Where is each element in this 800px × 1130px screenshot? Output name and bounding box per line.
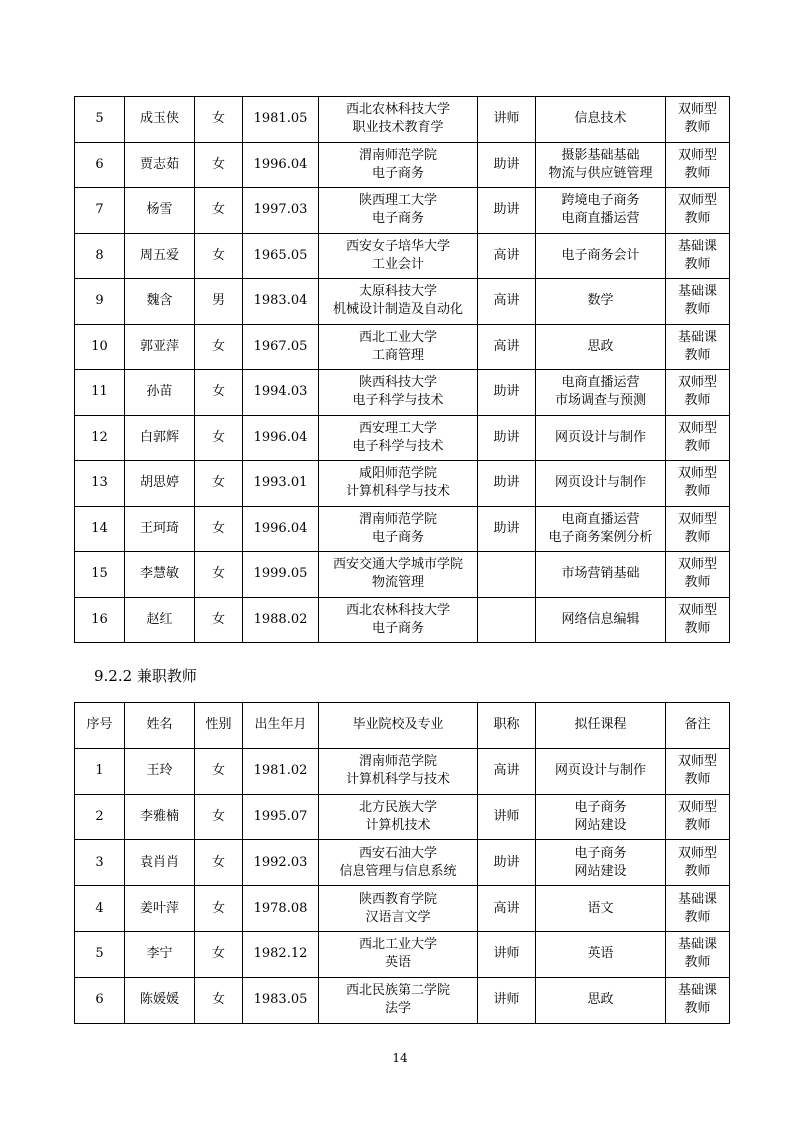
header-no: 序号 [75,703,125,749]
cell-school-line: 电子商务 [371,529,424,545]
cell-title: 助讲 [478,840,536,886]
cell-note-line: 基础课 [677,983,717,999]
cell-note [666,840,730,886]
cell-name: 成玉侠 [125,97,195,143]
cell-note-line: 教师 [684,302,711,318]
cell-school [319,188,478,234]
cell-name: 胡思婷 [125,461,195,507]
cell-note [666,461,730,507]
cell-born: 1999.05 [243,552,319,598]
cell-name: 王玲 [125,748,195,794]
cell-courses-line: 思政 [587,338,614,354]
cell-courses-line: 数学 [587,293,614,309]
cell-title: 助讲 [478,370,536,416]
cell-title: 讲师 [478,794,536,840]
cell-note-line: 教师 [684,347,711,363]
cell-school [319,279,478,325]
header-title: 职称 [478,703,536,749]
cell-note [666,233,730,279]
cell-name: 李宁 [125,931,195,977]
table-row [75,97,730,143]
cell-school-line: 计算机科学与技术 [345,484,450,500]
cell-note [666,552,730,598]
cell-name: 陈媛媛 [125,977,195,1023]
fulltime-teachers-table [74,96,730,643]
cell-courses-line: 跨境电子商务 [561,193,640,209]
cell-courses [536,794,666,840]
cell-school-line: 西北农林科技大学 [345,102,450,118]
cell-name: 白郭辉 [125,415,195,461]
cell-title: 高讲 [478,748,536,794]
cell-note-line: 教师 [684,484,711,500]
cell-no: 12 [75,415,125,461]
table-row [75,188,730,234]
header-name: 姓名 [125,703,195,749]
cell-school-line: 渭南师范学院 [358,147,437,163]
cell-gender: 女 [195,840,243,886]
cell-courses [536,748,666,794]
cell-note [666,886,730,932]
cell-note [666,370,730,416]
cell-note [666,324,730,370]
cell-school-line: 渭南师范学院 [358,511,437,527]
cell-school-line: 工业会计 [371,256,424,272]
header-note: 备注 [666,703,730,749]
cell-note-line: 基础课 [677,329,717,345]
cell-courses-line: 市场调查与预测 [554,393,646,409]
cell-title: 讲师 [478,977,536,1023]
cell-title: 高讲 [478,279,536,325]
cell-courses-line: 电子商务会计 [561,247,640,263]
cell-courses [536,279,666,325]
cell-school [319,97,478,143]
cell-gender: 女 [195,977,243,1023]
cell-gender: 女 [195,233,243,279]
table-row [75,931,730,977]
cell-note-line: 教师 [684,529,711,545]
cell-no: 3 [75,840,125,886]
header-school: 毕业院校及专业 [319,703,478,749]
table-row [75,748,730,794]
table-row [75,415,730,461]
cell-note-line: 教师 [684,863,711,879]
cell-born: 1997.03 [243,188,319,234]
cell-note [666,188,730,234]
cell-courses-line: 物流与供应链管理 [548,165,653,181]
cell-courses [536,461,666,507]
cell-school [319,840,478,886]
cell-title: 助讲 [478,188,536,234]
cell-courses [536,597,666,643]
cell-title: 助讲 [478,506,536,552]
cell-gender: 女 [195,370,243,416]
cell-courses [536,324,666,370]
cell-note-line: 双师型 [677,799,717,815]
cell-note [666,279,730,325]
header-gender: 性别 [195,703,243,749]
cell-name: 孙苗 [125,370,195,416]
cell-courses-line: 网页设计与制作 [554,429,646,445]
cell-school [319,506,478,552]
cell-courses-line: 电商直播运营 [561,511,640,527]
cell-note-line: 教师 [684,620,711,636]
cell-no: 16 [75,597,125,643]
cell-school [319,461,478,507]
cell-courses [536,931,666,977]
cell-no: 11 [75,370,125,416]
cell-note-line: 教师 [684,955,711,971]
table-row [75,279,730,325]
cell-note-line: 双师型 [677,375,717,391]
cell-school-line: 电子科学与技术 [352,393,444,409]
cell-school [319,142,478,188]
cell-gender: 女 [195,506,243,552]
cell-note-line: 双师型 [677,511,717,527]
cell-courses-line: 网站建设 [574,863,627,879]
cell-no: 6 [75,142,125,188]
cell-born: 1978.08 [243,886,319,932]
cell-gender: 女 [195,552,243,598]
parttime-teachers-table [74,702,730,1024]
cell-note-line: 教师 [684,438,711,454]
cell-gender: 女 [195,415,243,461]
cell-note-line: 双师型 [677,466,717,482]
cell-school [319,748,478,794]
cell-school-line: 西安女子培华大学 [345,238,450,254]
cell-gender: 女 [195,142,243,188]
cell-name: 贾志茹 [125,142,195,188]
cell-school-line: 电子商务 [371,211,424,227]
cell-born: 1995.07 [243,794,319,840]
cell-courses [536,233,666,279]
cell-name: 姜叶萍 [125,886,195,932]
cell-courses [536,97,666,143]
cell-name: 魏含 [125,279,195,325]
cell-born: 1981.02 [243,748,319,794]
cell-courses-line: 网页设计与制作 [554,475,646,491]
cell-title: 助讲 [478,415,536,461]
cell-school-line: 信息管理与信息系统 [339,863,457,879]
cell-note-line: 双师型 [677,602,717,618]
cell-born: 1965.05 [243,233,319,279]
cell-note-line: 教师 [684,165,711,181]
header-courses: 拟任课程 [536,703,666,749]
cell-note-line: 双师型 [677,193,717,209]
cell-courses-line: 电商直播运营 [561,211,640,227]
cell-gender: 女 [195,97,243,143]
cell-gender: 男 [195,279,243,325]
cell-courses-line: 网站建设 [574,817,627,833]
cell-courses-line: 思政 [587,992,614,1008]
table-row [75,794,730,840]
cell-note [666,506,730,552]
cell-no: 15 [75,552,125,598]
cell-note-line: 基础课 [677,238,717,254]
cell-school [319,324,478,370]
cell-courses-line: 摄影基础基础 [561,147,640,163]
table-header-row [75,703,730,749]
cell-born: 1983.04 [243,279,319,325]
cell-no: 5 [75,97,125,143]
cell-school-line: 职业技术教育学 [352,120,444,136]
table-row [75,886,730,932]
cell-school [319,977,478,1023]
table-row [75,324,730,370]
page-number: 14 [392,1051,408,1065]
cell-note [666,597,730,643]
cell-no: 6 [75,977,125,1023]
cell-courses-line: 电子商务 [574,845,627,861]
table-row [75,977,730,1023]
cell-courses-line: 信息技术 [574,111,627,127]
cell-courses [536,552,666,598]
cell-school-line: 西北工业大学 [358,329,437,345]
cell-school-line: 机械设计制造及自动化 [332,302,463,318]
cell-no: 4 [75,886,125,932]
cell-school-line: 工商管理 [371,347,424,363]
cell-note-line: 双师型 [677,754,717,770]
cell-school [319,233,478,279]
section-heading: 9.2.2 兼职教师 [94,667,197,685]
cell-title: 高讲 [478,324,536,370]
cell-note-line: 教师 [684,211,711,227]
cell-note [666,97,730,143]
cell-born: 1983.05 [243,977,319,1023]
cell-note-line: 基础课 [677,284,717,300]
cell-school [319,370,478,416]
cell-courses-line: 电子商务 [574,799,627,815]
cell-note-line: 教师 [684,1001,711,1017]
cell-courses [536,415,666,461]
cell-courses [536,886,666,932]
table-row [75,597,730,643]
cell-note-line: 教师 [684,575,711,591]
cell-born: 1981.05 [243,97,319,143]
cell-title: 高讲 [478,886,536,932]
cell-gender: 女 [195,188,243,234]
cell-name: 李雅楠 [125,794,195,840]
cell-school-line: 太原科技大学 [358,284,437,300]
cell-note [666,794,730,840]
cell-no: 10 [75,324,125,370]
cell-school [319,886,478,932]
cell-courses-line: 网页设计与制作 [554,763,646,779]
cell-courses [536,188,666,234]
cell-gender: 女 [195,324,243,370]
cell-courses-line: 市场营销基础 [561,566,640,582]
cell-note [666,415,730,461]
header-born: 出生年月 [243,703,319,749]
cell-note [666,748,730,794]
cell-title: 助讲 [478,461,536,507]
cell-title [478,597,536,643]
cell-note-line: 双师型 [677,557,717,573]
cell-school-line: 陕西理工大学 [358,193,437,209]
cell-school-line: 计算机技术 [365,817,431,833]
cell-note-line: 教师 [684,393,711,409]
cell-note-line: 教师 [684,120,711,136]
cell-name: 郭亚萍 [125,324,195,370]
cell-no: 8 [75,233,125,279]
cell-courses-line: 电子商务案例分析 [548,529,653,545]
cell-note-line: 教师 [684,817,711,833]
cell-no: 9 [75,279,125,325]
cell-school-line: 西北民族第二学院 [345,983,450,999]
cell-name: 王珂琦 [125,506,195,552]
cell-name: 杨雪 [125,188,195,234]
cell-born: 1996.04 [243,415,319,461]
cell-school-line: 电子商务 [371,620,424,636]
table-row [75,506,730,552]
cell-note-line: 基础课 [677,937,717,953]
cell-note [666,142,730,188]
table-row [75,840,730,886]
table-row [75,370,730,416]
cell-note-line: 双师型 [677,102,717,118]
cell-no: 13 [75,461,125,507]
cell-born: 1967.05 [243,324,319,370]
cell-courses-line: 网络信息编辑 [561,611,640,627]
cell-school-line: 咸阳师范学院 [358,466,437,482]
cell-born: 1982.12 [243,931,319,977]
cell-note [666,977,730,1023]
cell-school-line: 汉语言文学 [365,909,431,925]
cell-school [319,597,478,643]
cell-school-line: 法学 [384,1001,411,1017]
cell-school-line: 北方民族大学 [358,799,437,815]
cell-note-line: 教师 [684,772,711,788]
cell-gender: 女 [195,461,243,507]
cell-born: 1996.04 [243,506,319,552]
cell-courses-line: 语文 [587,900,614,916]
cell-gender: 女 [195,794,243,840]
cell-school-line: 英语 [384,955,411,971]
cell-school-line: 西北工业大学 [358,937,437,953]
cell-note-line: 双师型 [677,845,717,861]
cell-courses [536,142,666,188]
cell-born: 1988.02 [243,597,319,643]
cell-courses-line: 英语 [587,946,614,962]
cell-school [319,794,478,840]
table-row [75,233,730,279]
cell-no: 1 [75,748,125,794]
cell-no: 5 [75,931,125,977]
cell-courses [536,370,666,416]
cell-note [666,931,730,977]
table-row [75,552,730,598]
cell-gender: 女 [195,597,243,643]
cell-born: 1994.03 [243,370,319,416]
cell-school [319,415,478,461]
cell-no: 14 [75,506,125,552]
cell-school-line: 西安石油大学 [358,845,437,861]
cell-courses-line: 电商直播运营 [561,375,640,391]
cell-school-line: 电子科学与技术 [352,438,444,454]
cell-title [478,552,536,598]
cell-school-line: 西北农林科技大学 [345,602,450,618]
cell-school-line: 陕西科技大学 [358,375,437,391]
cell-note-line: 教师 [684,256,711,272]
table-row [75,142,730,188]
cell-school-line: 西安交通大学城市学院 [332,557,463,573]
cell-born: 1992.03 [243,840,319,886]
cell-gender: 女 [195,886,243,932]
cell-courses [536,977,666,1023]
cell-school-line: 渭南师范学院 [358,754,437,770]
cell-title: 高讲 [478,233,536,279]
cell-title: 讲师 [478,97,536,143]
cell-note-line: 双师型 [677,420,717,436]
cell-title: 讲师 [478,931,536,977]
cell-courses [536,840,666,886]
cell-name: 周五爱 [125,233,195,279]
cell-gender: 女 [195,748,243,794]
table-row [75,461,730,507]
cell-name: 袁肖肖 [125,840,195,886]
cell-school-line: 西安理工大学 [358,420,437,436]
cell-gender: 女 [195,931,243,977]
cell-no: 2 [75,794,125,840]
cell-note-line: 教师 [684,909,711,925]
cell-school [319,931,478,977]
cell-school-line: 陕西教育学院 [358,891,437,907]
cell-born: 1993.01 [243,461,319,507]
cell-school-line: 物流管理 [371,575,424,591]
cell-no: 7 [75,188,125,234]
cell-school [319,552,478,598]
cell-courses [536,506,666,552]
cell-name: 李慧敏 [125,552,195,598]
cell-school-line: 电子商务 [371,165,424,181]
cell-name: 赵红 [125,597,195,643]
cell-note-line: 双师型 [677,147,717,163]
cell-born: 1996.04 [243,142,319,188]
cell-school-line: 计算机科学与技术 [345,772,450,788]
cell-title: 助讲 [478,142,536,188]
cell-note-line: 基础课 [677,891,717,907]
